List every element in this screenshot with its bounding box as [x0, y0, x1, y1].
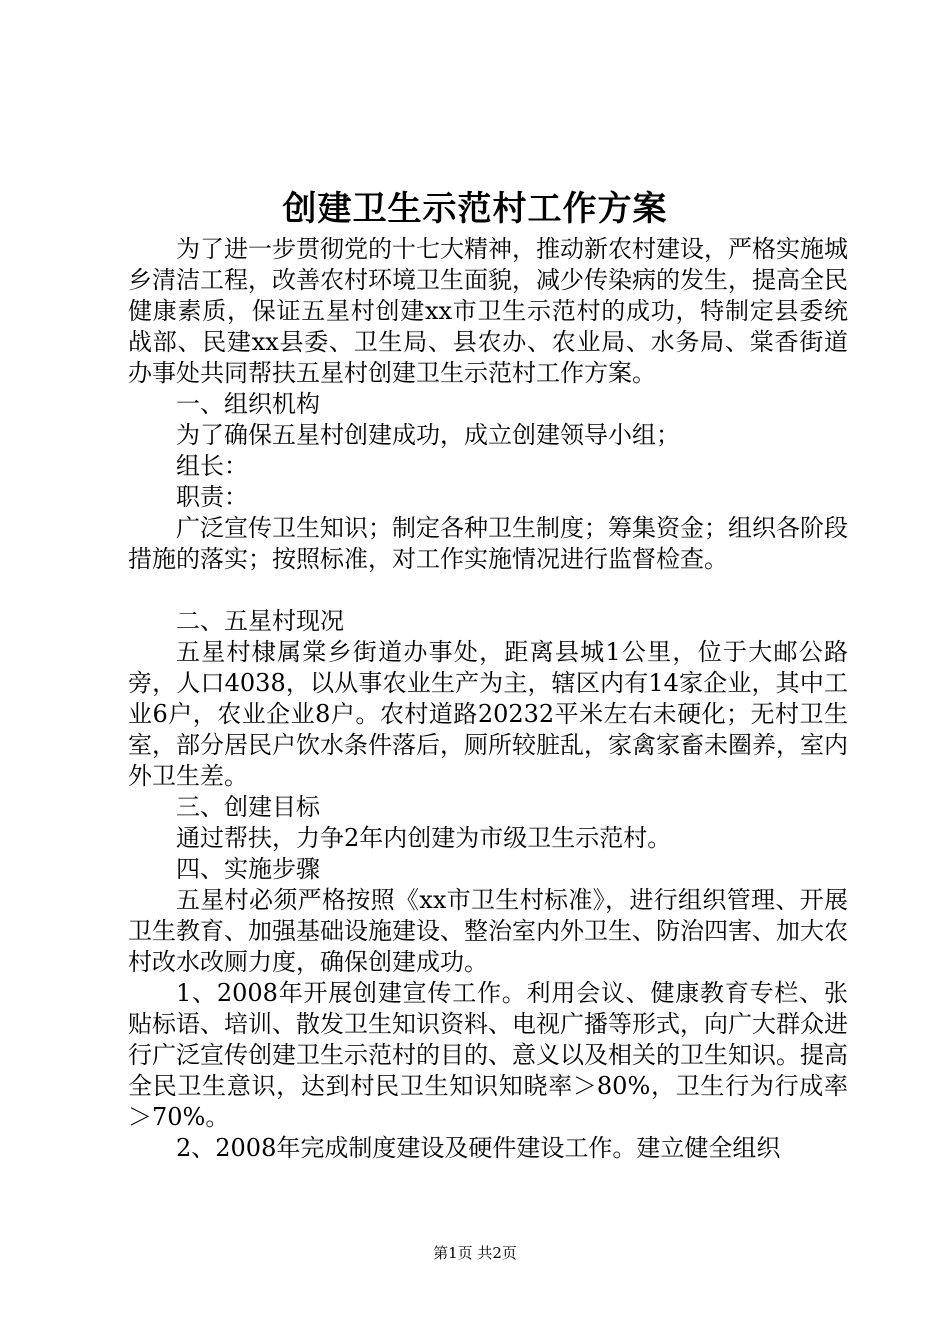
document-title: 创建卫生示范村工作方案	[282, 189, 668, 229]
paragraph: 为了确保五星村创建成功，成立创建领导小组；	[176, 421, 680, 449]
section-heading-goal: 三、创建目标	[176, 793, 320, 821]
paragraph: 五星村棣属棠乡街道办事处，距离县城1公里，位于大邮公路旁，人口4038，以从事农业生产为主，辖区内有14家企业，其中工业6户，农业企业8户。农村道路20232平米左右未硬化；无村卫生室，部分居民户饮水条件落后，厕所较脏乱，家禽家畜未圈养，室内外卫生差。	[128, 638, 848, 790]
paragraph: 通过帮扶，力争2年内创建为市级卫生示范村。	[176, 824, 672, 852]
section-heading-status: 二、五星村现况	[176, 607, 344, 635]
paragraph: 广泛宣传卫生知识；制定各种卫生制度；筹集资金；组织各阶段措施的落实；按照标准，对工作实施情况进行监督检查。	[128, 514, 848, 573]
section-heading-organization: 一、组织机构	[176, 390, 320, 418]
paragraph: 2、2008年完成制度建设及硬件建设工作。建立健全组织	[176, 1134, 781, 1162]
paragraph: 1、2008年开展创建宣传工作。利用会议、健康教育专栏、张贴标语、培训、散发卫生知识资料、电视广播等形式，向广大群众进行广泛宣传创建卫生示范村的目的、意义以及相关的卫生知识。提高全民卫生意识，达到村民卫生知识知晓率＞80%，卫生行为行成率＞70%。	[128, 979, 848, 1131]
blank-line	[128, 575, 848, 606]
paragraph-intro: 为了进一步贯彻党的十七大精神，推动新农村建设，严格实施城乡清洁工程，改善农村环境卫生面貌，减少传染病的发生，提高全民健康素质，保证五星村创建xx市卫生示范村的成功，特制定县委统战部、民建xx县委、卫生局、县农办、农业局、水务局、棠香街道办事处共同帮扶五星村创建卫生示范村工作方案。	[128, 235, 848, 387]
page-footer: 第1页 共2页	[433, 1244, 517, 1262]
paragraph-duties: 职责：	[176, 483, 248, 511]
document-body	[128, 234, 848, 1164]
paragraph-leader: 组长：	[176, 452, 248, 480]
section-heading-steps: 四、实施步骤	[176, 855, 320, 883]
paragraph: 五星村必须严格按照《xx市卫生村标准》，进行组织管理、开展卫生教育、加强基础设施建设、整治室内外卫生、防治四害、加大农村改水改厕力度，确保创建成功。	[128, 886, 848, 976]
